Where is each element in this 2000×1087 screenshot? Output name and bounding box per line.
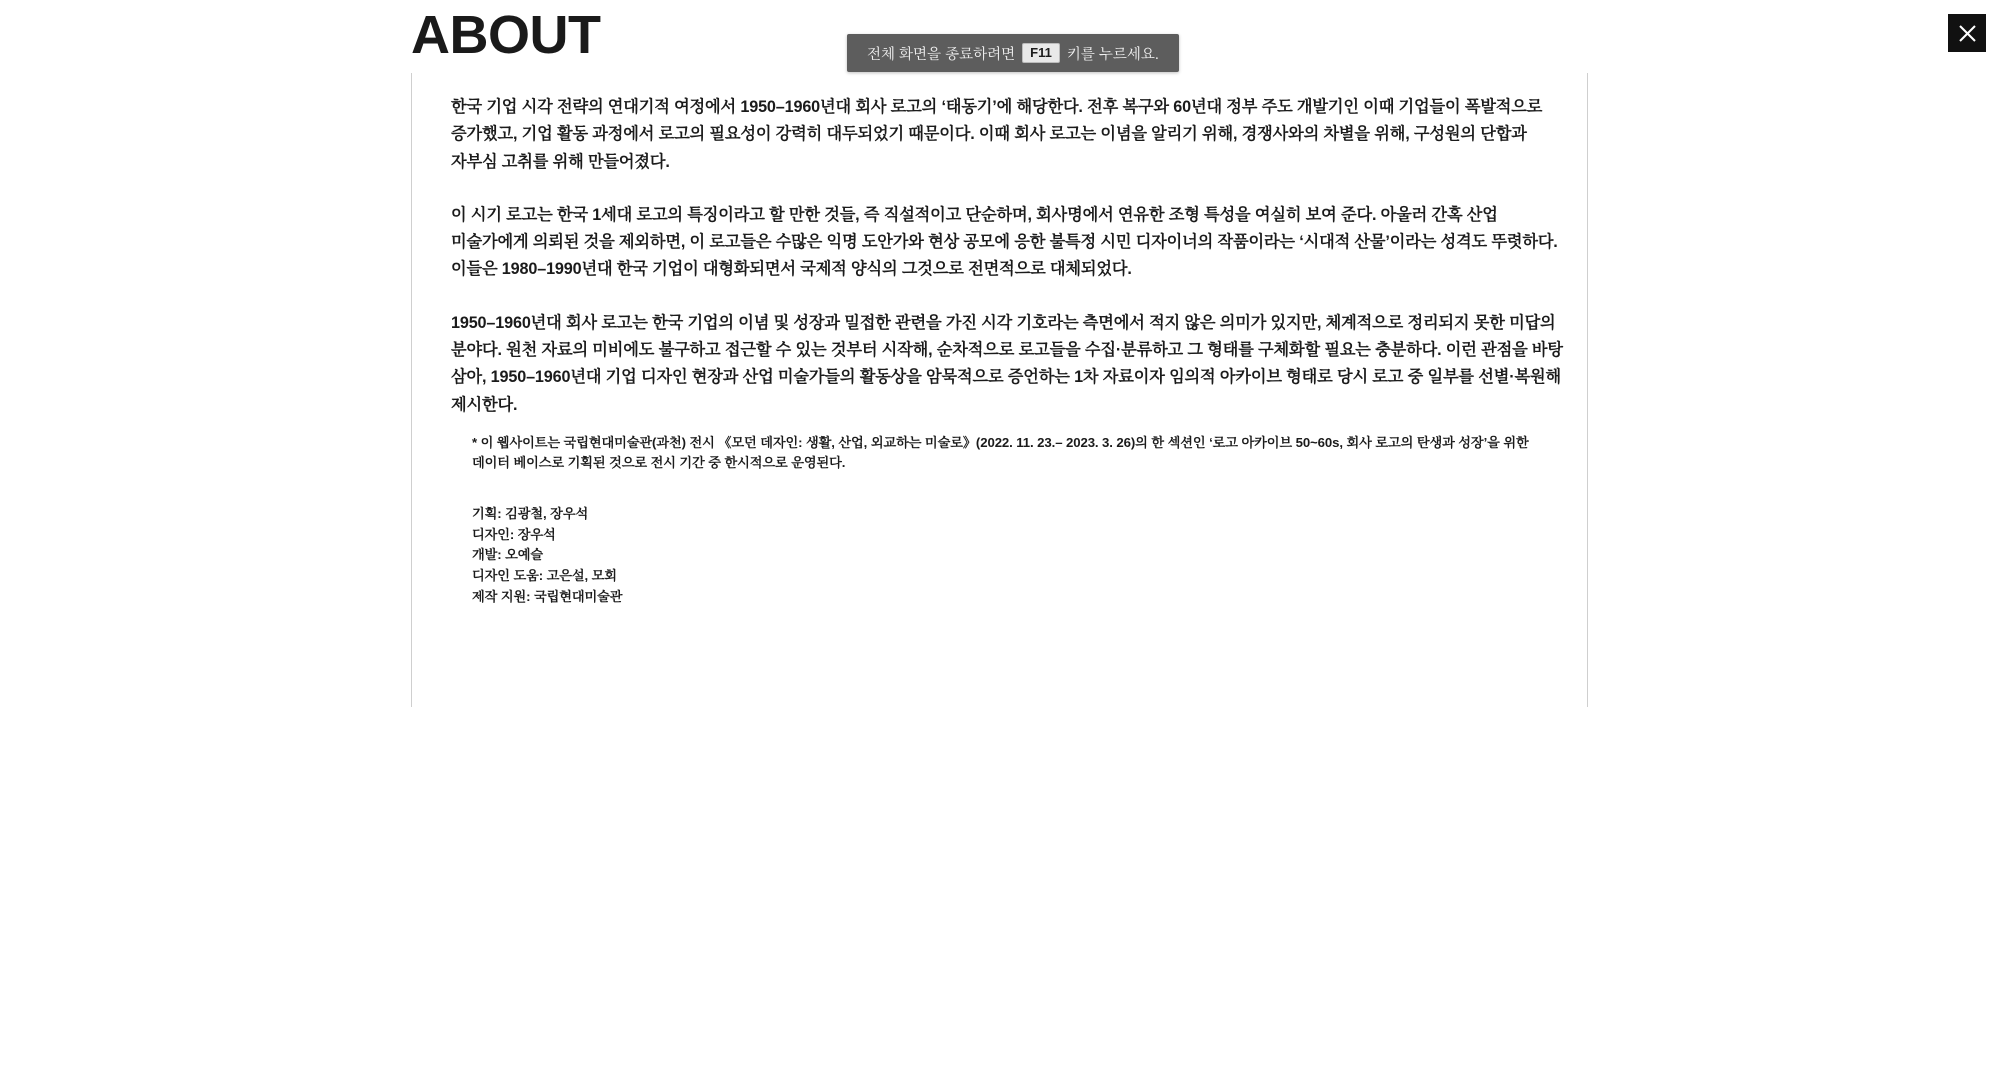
about-content-frame <box>411 73 1588 707</box>
about-paragraph: 한국 기업 시각 전략의 연대기적 여정에서 1950–1960년대 회사 로고의 ‘태동기’에 해당한다. 전후 복구와 60년대 정부 주도 개발기인 이때 기업들이 폭발적으로 증가했고, 기업 활동 과정에서 로고의 필요성이 강력히 대두되었기 때문이다. 이때 회사 로고는 이념을 알리기 위해, 경쟁사와의 차별을 위해, 구성원의 단합과 자부심 고취를 위해 만들어졌다. <box>451 98 1543 171</box>
about-paragraph: 이 시기 로고는 한국 1세대 로고의 특징이라고 할 만한 것들, 즉 직설적이고 단순하며, 회사명에서 연유한 조형 특성을 여실히 보여 준다. 아울러 간혹 산업 미술가에게 의뢰된 것을 제외하면, 이 로고들은 수많은 익명 도안가와 현상 공모에 응한 불특정 시민 디자이너의 작품이라는 ‘시대적 산물’이라는 성격도 뚜렷하다. 이들은 1980–1990년대 한국 기업이 대형화되면서 국제적 양식의 그것으로 전면적으로 대체되었다. <box>451 205 1558 279</box>
fullscreen-toast-suffix: 키를 누르세요. <box>1066 46 1159 63</box>
close-button[interactable] <box>1948 14 1986 52</box>
page-title: ABOUT <box>411 5 601 65</box>
about-footnote: * 이 웹사이트는 국립현대미술관(과천) 전시 《모던 데자인: 생활, 산업, 외교하는 미술로》(2022. 11. 23.– 2023. 3. 26)의 한 섹션인 ‘로고 아카이브 50~60s, 회사 로고의 탄생과 성장’을 위한 데이터 베이스로 기획된 것으로 전시 기간 중 한시적으로 운영된다. <box>472 434 1529 470</box>
credit-item: 개발: 오예슬 <box>472 547 544 563</box>
credit-item: 디자인 도움: 고은설, 모회 <box>472 568 617 584</box>
credit-item: 기획: 김광철, 장우석 <box>472 505 589 521</box>
credit-item: 제작 지원: 국립현대미술관 <box>472 588 623 604</box>
about-paragraph: 1950–1960년대 회사 로고는 한국 기업의 이념 및 성장과 밀접한 관련을 가진 시각 기호라는 측면에서 적지 않은 의미가 있지만, 체계적으로 정리되지 못한 미답의 분야다. 원천 자료의 미비에도 불구하고 접근할 수 있는 것부터 시작해, 순차적으로 로고들을 수집·분류하고 그 형태를 구체화할 필요는 충분하다. 이런 관점을 바탕 삼아, 1950–1960년대 기업 디자인 현장과 산업 미술가들의 활동상을 암묵적으로 증언하는 1차 자료이자 임의적 아카이브 형태로 당시 로고 중 일부를 선별·복원해 제시한다. <box>451 313 1563 414</box>
fullscreen-toast-key: F11 <box>1022 43 1060 63</box>
close-icon <box>1958 24 1977 43</box>
fullscreen-exit-toast <box>847 34 1179 72</box>
about-content <box>412 73 1587 607</box>
credit-item: 디자인: 장우석 <box>472 526 556 542</box>
fullscreen-toast-prefix: 전체 화면을 종료하려면 <box>867 46 1016 63</box>
credits-list <box>472 504 1564 608</box>
